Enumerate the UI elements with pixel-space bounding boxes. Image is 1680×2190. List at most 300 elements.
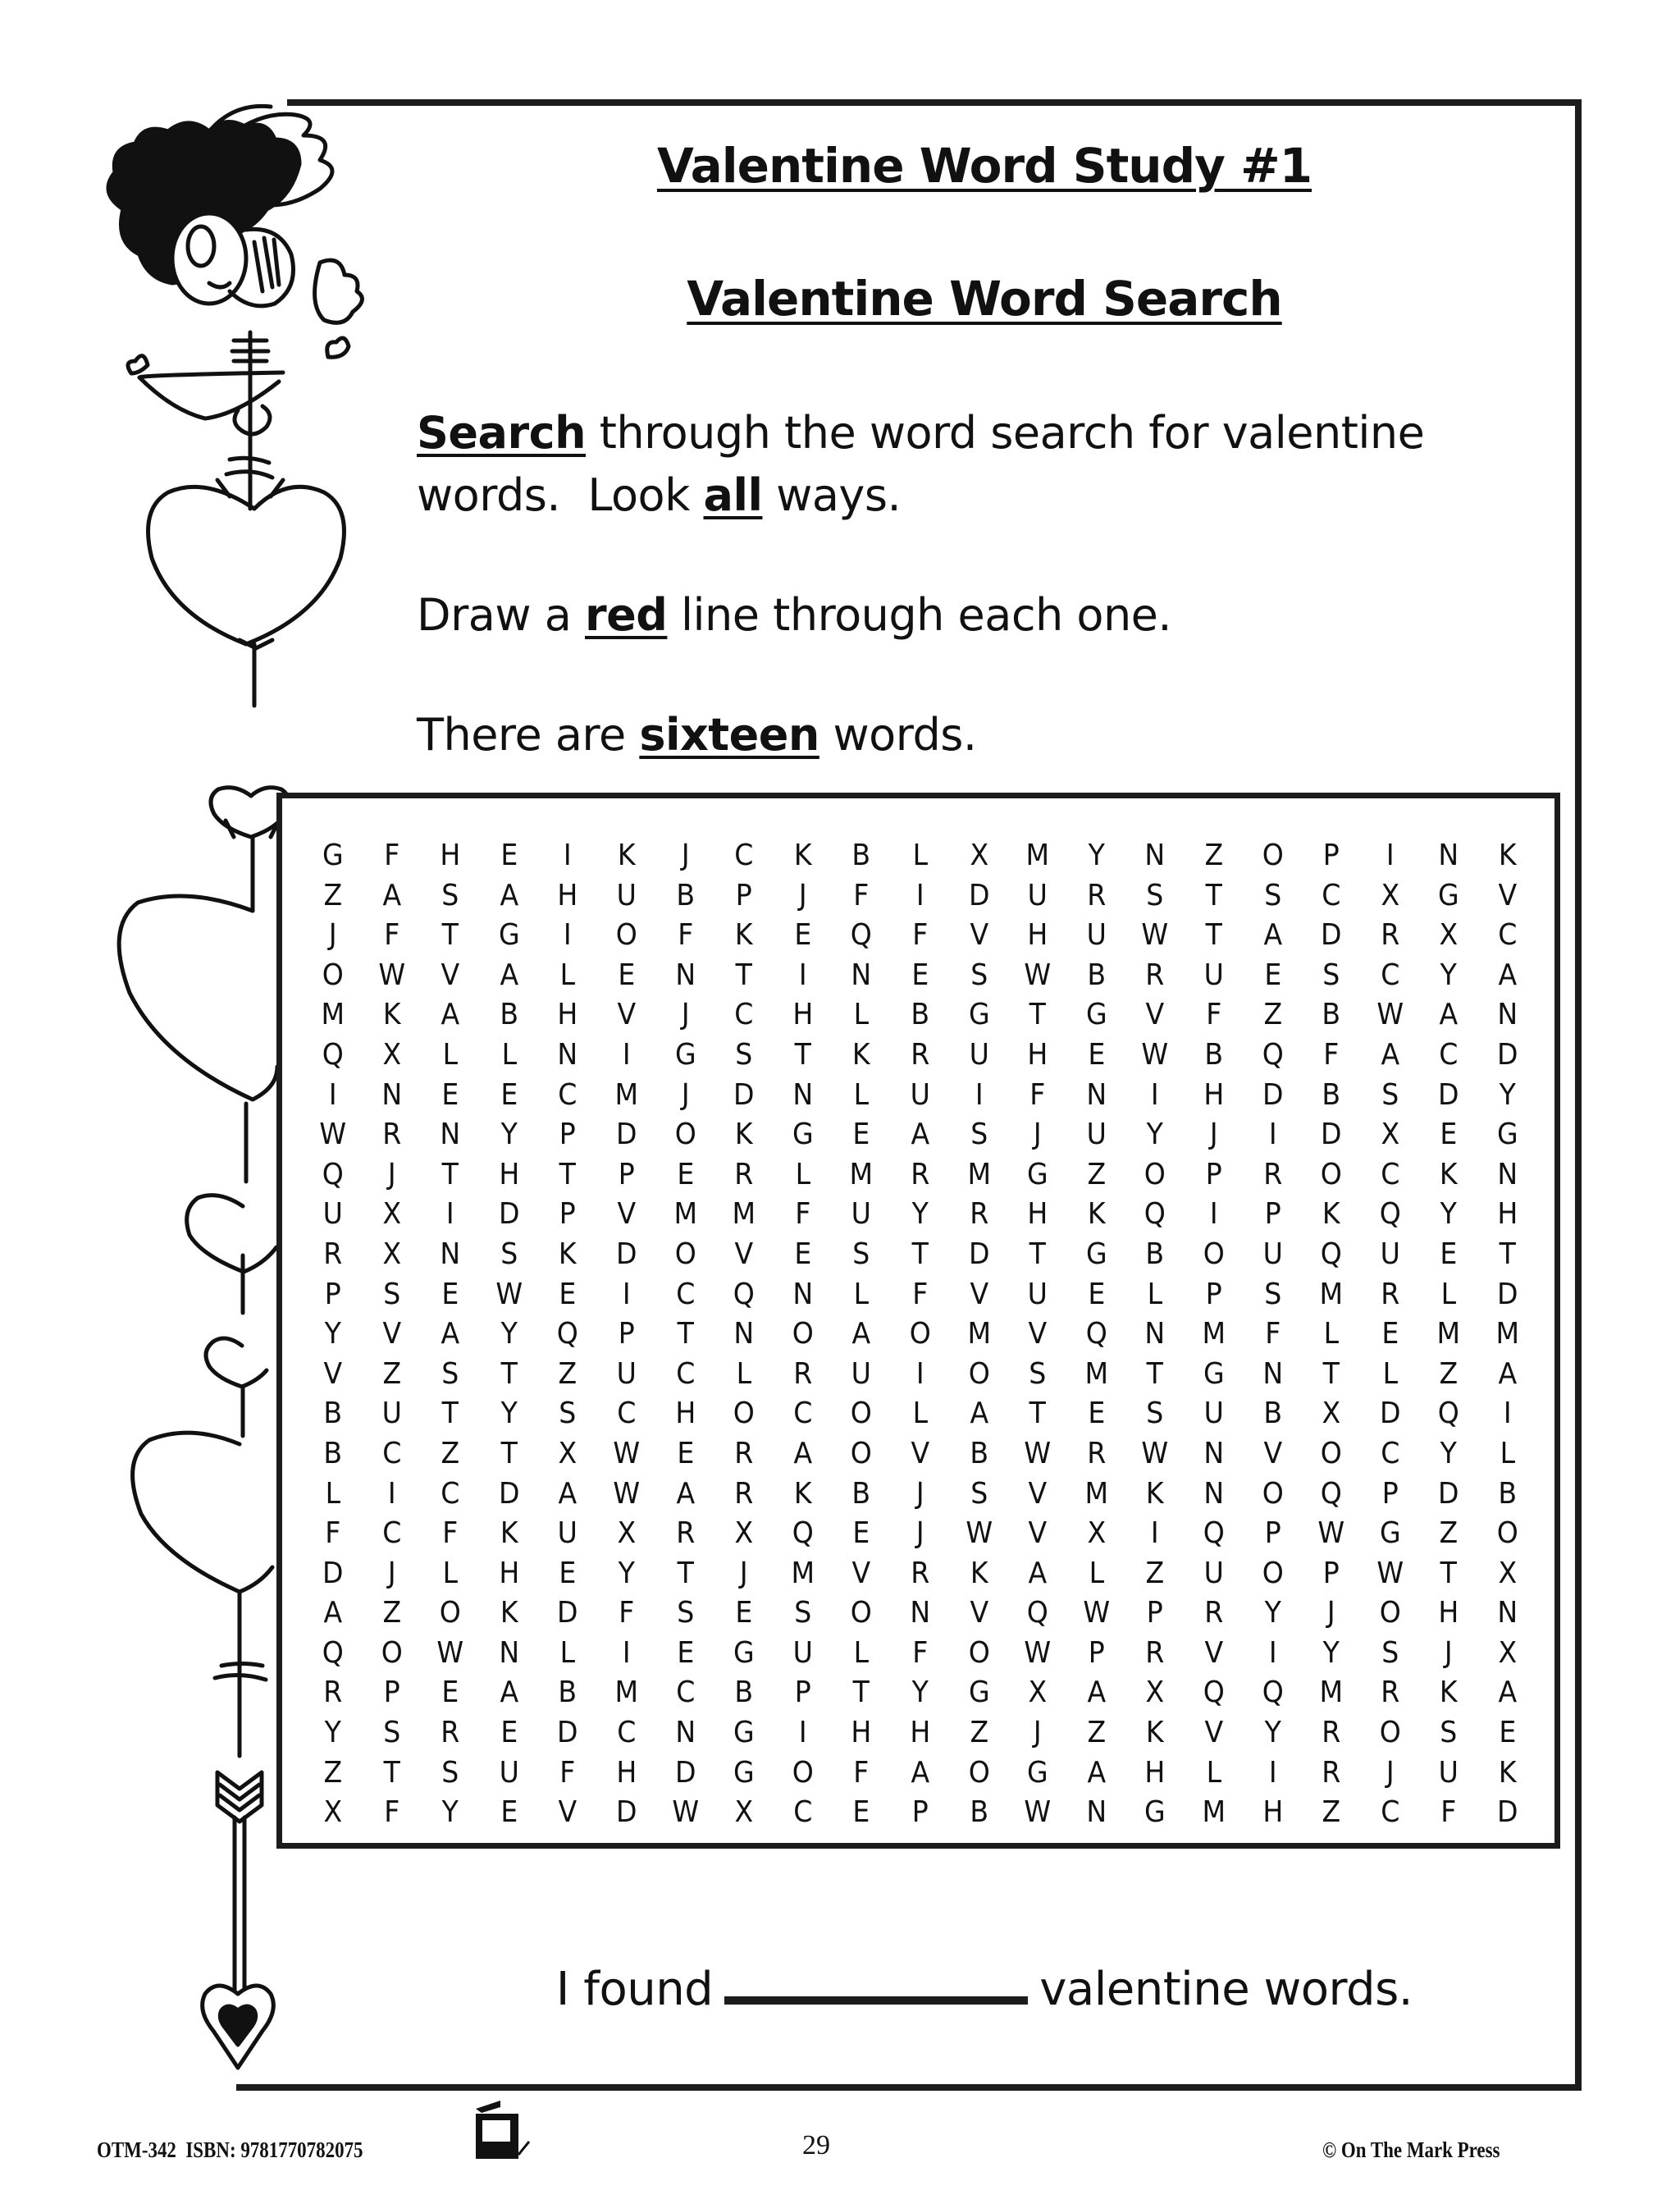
grid-cell[interactable]: N [851,958,872,992]
grid-cell[interactable]: J [1327,1596,1335,1630]
grid-cell[interactable]: A [558,1476,578,1511]
grid-cell[interactable]: S [1381,1077,1399,1112]
grid-cell[interactable]: A [500,958,518,992]
grid-cell[interactable]: T [383,1755,400,1790]
grid-cell[interactable]: B [1322,998,1341,1032]
grid-cell[interactable]: A [1381,1037,1399,1072]
grid-cell[interactable]: W [1024,1635,1052,1670]
grid-cell[interactable]: F [559,1755,576,1790]
grid-cell[interactable]: S [970,1118,988,1152]
grid-cell[interactable]: H [1027,1037,1048,1072]
grid-cell[interactable]: V [734,1237,754,1271]
grid-cell[interactable]: V [1028,1516,1048,1551]
grid-cell[interactable]: C [675,1356,695,1391]
grid-cell[interactable]: W [1024,1795,1052,1830]
grid-cell[interactable]: T [441,1157,459,1191]
grid-cell[interactable]: Y [1088,839,1105,872]
grid-cell[interactable]: T [1205,878,1222,912]
grid-cell[interactable]: J [1386,1755,1395,1790]
grid-cell[interactable]: U [851,1197,872,1232]
grid-cell[interactable]: M [1436,1317,1461,1351]
grid-cell[interactable]: Q [322,1635,344,1670]
grid-cell[interactable]: B [1498,1476,1518,1511]
grid-cell[interactable]: V [1204,1716,1224,1750]
grid-cell[interactable]: Q [1262,1037,1284,1072]
grid-cell[interactable]: Y [1499,1077,1516,1112]
word-search-grid[interactable] [304,836,1536,1833]
grid-cell[interactable]: P [735,878,752,912]
grid-cell[interactable]: M [1319,1277,1344,1311]
grid-cell[interactable]: Y [1264,1716,1281,1750]
grid-cell[interactable]: M [1319,1676,1344,1710]
grid-cell[interactable]: Q [1320,1237,1342,1271]
grid-cell[interactable]: E [500,1716,518,1750]
grid-cell[interactable]: P [324,1277,341,1311]
grid-cell[interactable]: M [321,998,345,1032]
grid-cell[interactable]: F [1264,1317,1281,1351]
grid-cell[interactable]: N [381,1077,402,1112]
grid-cell[interactable]: W [1141,918,1169,953]
grid-cell[interactable]: L [1323,1317,1340,1351]
grid-cell[interactable]: G [1203,1356,1225,1391]
grid-cell[interactable]: Y [1264,1596,1281,1630]
grid-cell[interactable]: H [1027,918,1048,953]
grid-cell[interactable]: Q [1203,1516,1225,1551]
grid-cell[interactable]: A [1028,1556,1048,1590]
grid-cell[interactable]: Q [322,1037,344,1072]
grid-cell[interactable]: Y [1440,1436,1458,1470]
grid-cell[interactable]: V [617,998,637,1032]
grid-cell[interactable]: S [559,1397,577,1431]
grid-cell[interactable]: A [1087,1676,1106,1710]
grid-cell[interactable]: J [1034,1118,1042,1152]
grid-cell[interactable]: U [381,1397,402,1431]
grid-cell[interactable]: G [498,918,520,953]
grid-cell[interactable]: T [559,1157,577,1191]
grid-cell[interactable]: Q [792,1516,814,1551]
grid-cell[interactable]: C [1380,1157,1400,1191]
grid-cell[interactable]: S [382,1716,400,1750]
grid-cell[interactable]: O [1262,1476,1284,1511]
grid-cell[interactable]: A [323,1596,343,1630]
grid-cell[interactable]: H [499,1157,520,1191]
grid-cell[interactable]: E [676,1157,694,1191]
grid-cell[interactable]: A [793,1436,812,1470]
grid-cell[interactable]: Z [323,1755,343,1790]
grid-cell[interactable]: M [1495,1317,1519,1351]
grid-cell[interactable]: L [1440,1277,1457,1311]
grid-cell[interactable]: R [734,1157,754,1191]
grid-cell[interactable]: O [851,1596,873,1630]
grid-cell[interactable]: K [735,1118,753,1152]
grid-cell[interactable]: W [1317,1516,1345,1551]
grid-cell[interactable]: P [1264,1516,1281,1551]
grid-cell[interactable]: X [1498,1635,1518,1670]
grid-cell[interactable]: E [1088,1397,1105,1431]
grid-cell[interactable]: G [1379,1516,1401,1551]
grid-cell[interactable]: F [1323,1037,1340,1072]
grid-cell[interactable]: E [500,839,518,872]
grid-cell[interactable]: F [619,1596,635,1630]
grid-cell[interactable]: D [616,1237,637,1271]
grid-cell[interactable]: O [1320,1157,1342,1191]
grid-cell[interactable]: E [676,1436,694,1470]
grid-cell[interactable]: Y [500,1118,518,1152]
grid-cell[interactable]: A [441,998,460,1032]
grid-cell[interactable]: W [1083,1596,1110,1630]
grid-cell[interactable]: C [558,1077,578,1112]
grid-cell[interactable]: L [853,998,870,1032]
grid-cell[interactable]: X [1322,1397,1341,1431]
grid-cell[interactable]: Q [1085,1317,1107,1351]
grid-cell[interactable]: Q [1262,1676,1284,1710]
grid-cell[interactable]: S [382,1277,400,1311]
grid-cell[interactable]: P [1322,839,1340,872]
grid-cell[interactable]: W [378,958,405,992]
grid-cell[interactable]: U [1262,1237,1283,1271]
grid-cell[interactable]: R [1380,1676,1399,1710]
grid-cell[interactable]: P [911,1795,929,1830]
grid-cell[interactable]: B [851,1476,871,1511]
grid-cell[interactable]: W [671,1795,699,1830]
grid-cell[interactable]: O [909,1317,931,1351]
grid-cell[interactable]: S [1146,1397,1164,1431]
grid-cell[interactable]: B [323,1397,343,1431]
grid-cell[interactable]: F [1029,1077,1046,1112]
grid-cell[interactable]: E [1499,1716,1517,1750]
grid-cell[interactable]: F [795,1197,811,1232]
grid-cell[interactable]: F [912,1635,929,1670]
grid-cell[interactable]: X [1028,1676,1048,1710]
grid-cell[interactable]: K [1322,1197,1340,1232]
grid-cell[interactable]: T [853,1676,870,1710]
grid-cell[interactable]: O [381,1635,403,1670]
grid-cell[interactable]: C [381,1516,401,1551]
grid-cell[interactable]: E [852,1118,870,1152]
grid-cell[interactable]: K [793,1476,812,1511]
grid-cell[interactable]: E [500,1795,518,1830]
grid-cell[interactable]: V [1262,1436,1282,1470]
grid-cell[interactable]: B [911,998,930,1032]
grid-cell[interactable]: E [441,1277,459,1311]
grid-cell[interactable]: J [1034,1716,1042,1750]
grid-cell[interactable]: A [500,1676,518,1710]
grid-cell[interactable]: C [441,1476,460,1511]
grid-cell[interactable]: B [851,839,871,872]
grid-cell[interactable]: K [1498,1755,1517,1790]
grid-cell[interactable]: C [792,1795,813,1830]
grid-cell[interactable]: R [1380,1277,1399,1311]
grid-cell[interactable]: F [1206,998,1222,1032]
grid-cell[interactable]: E [676,1635,694,1670]
grid-cell[interactable]: M [732,1197,756,1232]
grid-cell[interactable]: R [1145,958,1165,992]
grid-cell[interactable]: I [622,1037,631,1072]
grid-cell[interactable]: O [733,1397,755,1431]
grid-cell[interactable]: R [1204,1596,1224,1630]
grid-cell[interactable]: L [1382,1356,1398,1391]
grid-cell[interactable]: L [853,1635,870,1670]
grid-cell[interactable]: V [1145,998,1165,1032]
grid-cell[interactable]: B [969,1436,988,1470]
grid-cell[interactable]: E [1088,1037,1105,1072]
grid-cell[interactable]: L [853,1077,870,1112]
grid-cell[interactable]: S [1263,1277,1281,1311]
grid-cell[interactable]: D [557,1716,578,1750]
grid-cell[interactable]: I [622,1277,631,1311]
grid-cell[interactable]: O [1262,1556,1284,1590]
grid-cell[interactable]: H [616,1755,637,1790]
grid-cell[interactable]: Y [1146,1118,1164,1152]
grid-cell[interactable]: P [618,1157,635,1191]
grid-cell[interactable]: O [1320,1436,1342,1470]
grid-cell[interactable]: L [442,1556,459,1590]
grid-cell[interactable]: E [794,918,812,953]
grid-cell[interactable]: G [1438,878,1459,912]
grid-cell[interactable]: O [792,1317,814,1351]
grid-cell[interactable]: S [970,1476,988,1511]
grid-cell[interactable]: U [499,1755,519,1790]
grid-cell[interactable]: S [1146,878,1164,912]
grid-cell[interactable]: V [911,1436,930,1470]
grid-cell[interactable]: N [1497,1596,1518,1630]
grid-cell[interactable]: V [323,1356,343,1391]
grid-cell[interactable]: L [1500,1436,1515,1470]
grid-cell[interactable]: P [383,1676,400,1710]
grid-cell[interactable]: O [674,1237,696,1271]
grid-cell[interactable]: X [382,1237,401,1271]
grid-cell[interactable]: W [1024,1436,1052,1470]
grid-cell[interactable]: N [792,1077,813,1112]
grid-cell[interactable]: R [1322,1716,1341,1750]
grid-cell[interactable]: E [1440,1237,1458,1271]
grid-cell[interactable]: P [559,1197,577,1232]
grid-cell[interactable]: K [559,1237,578,1271]
grid-cell[interactable]: G [733,1755,755,1790]
grid-cell[interactable]: C [675,1277,695,1311]
grid-cell[interactable]: Z [382,1356,401,1391]
grid-cell[interactable]: Z [323,878,343,912]
grid-cell[interactable]: Q [1144,1197,1166,1232]
grid-cell[interactable]: L [1206,1755,1221,1790]
grid-cell[interactable]: R [323,1676,343,1710]
grid-cell[interactable]: I [328,1077,337,1112]
grid-cell[interactable]: X [734,1516,754,1551]
grid-cell[interactable]: K [1146,1476,1164,1511]
grid-cell[interactable]: I [622,1635,631,1670]
grid-cell[interactable]: Q [1203,1676,1225,1710]
grid-cell[interactable]: U [969,1037,989,1072]
grid-cell[interactable]: A [911,1118,930,1152]
grid-cell[interactable]: D [1438,1077,1459,1112]
grid-cell[interactable]: V [969,1596,988,1630]
grid-cell[interactable]: K [500,1516,518,1551]
grid-cell[interactable]: C [1380,1436,1400,1470]
grid-cell[interactable]: H [1497,1197,1518,1232]
grid-cell[interactable]: H [1203,1077,1225,1112]
grid-cell[interactable]: X [382,1037,401,1072]
grid-cell[interactable]: N [1144,1317,1166,1351]
grid-cell[interactable]: S [970,958,988,992]
grid-cell[interactable]: I [1386,839,1395,872]
grid-cell[interactable]: S [441,1356,459,1391]
grid-cell[interactable]: G [733,1635,755,1670]
grid-cell[interactable]: Z [1087,1157,1106,1191]
grid-cell[interactable]: F [853,878,870,912]
grid-cell[interactable]: K [1146,1716,1164,1750]
grid-cell[interactable]: C [734,998,754,1032]
grid-cell[interactable]: D [1496,1277,1518,1311]
grid-cell[interactable]: N [674,958,696,992]
grid-cell[interactable]: X [1381,1118,1399,1152]
grid-cell[interactable]: U [910,1077,930,1112]
grid-cell[interactable]: W [1376,1556,1404,1590]
grid-cell[interactable]: R [1087,1436,1107,1470]
grid-cell[interactable]: F [383,1795,399,1830]
grid-cell[interactable]: N [557,1037,578,1072]
grid-cell[interactable]: R [1380,918,1399,953]
grid-cell[interactable]: W [436,1635,464,1670]
grid-cell[interactable]: U [1086,918,1107,953]
grid-cell[interactable]: V [617,1197,637,1232]
grid-cell[interactable]: T [1205,918,1222,953]
grid-cell[interactable]: S [441,1755,459,1790]
grid-cell[interactable]: I [1503,1397,1512,1431]
grid-cell[interactable]: J [328,918,337,953]
grid-cell[interactable]: P [1205,1277,1222,1311]
grid-cell[interactable]: R [911,1037,930,1072]
grid-cell[interactable]: O [968,1635,990,1670]
grid-cell[interactable]: Z [1145,1556,1165,1590]
grid-cell[interactable]: B [1087,958,1106,992]
grid-cell[interactable]: X [382,1197,401,1232]
grid-cell[interactable]: P [1088,1635,1105,1670]
grid-cell[interactable]: Y [500,1397,518,1431]
grid-cell[interactable]: Z [1439,1356,1459,1391]
grid-cell[interactable]: P [1381,1476,1399,1511]
grid-cell[interactable]: T [1146,1356,1164,1391]
grid-cell[interactable]: W [319,1118,347,1152]
grid-cell[interactable]: K [500,1596,518,1630]
grid-cell[interactable]: D [498,1197,520,1232]
grid-cell[interactable]: M [849,1157,874,1191]
grid-cell[interactable]: Y [324,1317,341,1351]
grid-cell[interactable]: O [968,1356,990,1391]
grid-cell[interactable]: B [1322,1077,1341,1112]
grid-cell[interactable]: R [911,1556,930,1590]
grid-cell[interactable]: R [1087,878,1107,912]
grid-cell[interactable]: G [792,1118,814,1152]
grid-cell[interactable]: K [735,918,753,953]
grid-cell[interactable]: A [500,878,518,912]
grid-cell[interactable]: W [613,1476,641,1511]
grid-cell[interactable]: S [441,878,459,912]
grid-cell[interactable]: M [1025,839,1050,872]
grid-cell[interactable]: M [967,1157,991,1191]
grid-cell[interactable]: W [613,1436,641,1470]
grid-cell[interactable]: B [323,1436,343,1470]
grid-cell[interactable]: G [968,1676,990,1710]
grid-cell[interactable]: J [740,1556,748,1590]
grid-cell[interactable]: X [1439,918,1459,953]
grid-cell[interactable]: I [1151,1516,1159,1551]
grid-cell[interactable]: M [673,1197,697,1232]
grid-cell[interactable]: S [1263,878,1281,912]
grid-cell[interactable]: J [798,878,807,912]
grid-cell[interactable]: H [792,998,813,1032]
grid-cell[interactable]: Z [1087,1716,1106,1750]
grid-cell[interactable]: Z [1322,1795,1341,1830]
grid-cell[interactable]: K [1440,1676,1458,1710]
grid-cell[interactable]: O [1496,1516,1518,1551]
grid-cell[interactable]: J [681,839,690,872]
grid-cell[interactable]: C [381,1436,401,1470]
grid-cell[interactable]: Q [557,1317,579,1351]
grid-cell[interactable]: P [1264,1197,1281,1232]
grid-cell[interactable]: X [617,1516,637,1551]
grid-cell[interactable]: N [733,1317,755,1351]
grid-cell[interactable]: U [1380,1237,1400,1271]
grid-cell[interactable]: H [557,998,578,1032]
grid-cell[interactable]: G [1144,1795,1166,1830]
grid-cell[interactable]: D [1438,1476,1459,1511]
grid-cell[interactable]: E [1381,1317,1399,1351]
grid-cell[interactable]: V [441,958,460,992]
grid-cell[interactable]: H [499,1556,520,1590]
grid-cell[interactable]: O [851,1436,873,1470]
grid-cell[interactable]: R [734,1476,754,1511]
grid-cell[interactable]: D [733,1077,755,1112]
grid-cell[interactable]: E [911,958,929,992]
grid-cell[interactable]: Y [441,1795,459,1830]
grid-cell[interactable]: I [975,1077,984,1112]
grid-cell[interactable]: U [616,878,637,912]
grid-cell[interactable]: V [851,1556,871,1590]
grid-cell[interactable]: G [1027,1157,1048,1191]
grid-cell[interactable]: U [1027,878,1048,912]
grid-cell[interactable]: Y [1440,1197,1458,1232]
grid-cell[interactable]: J [1209,1118,1218,1152]
grid-cell[interactable]: G [968,998,990,1032]
grid-cell[interactable]: R [734,1436,754,1470]
grid-cell[interactable]: I [915,1356,924,1391]
grid-cell[interactable]: I [387,1476,396,1511]
grid-cell[interactable]: T [1029,1397,1047,1431]
grid-cell[interactable]: K [793,839,812,872]
grid-cell[interactable]: Q [1320,1476,1342,1511]
grid-cell[interactable]: T [677,1317,694,1351]
grid-cell[interactable]: E [441,1676,459,1710]
grid-cell[interactable]: Z [969,1716,988,1750]
grid-cell[interactable]: H [1027,1197,1048,1232]
grid-cell[interactable]: C [617,1716,637,1750]
grid-cell[interactable]: C [734,839,754,872]
grid-cell[interactable]: R [969,1197,988,1232]
grid-cell[interactable]: C [1498,918,1518,953]
grid-cell[interactable]: S [1029,1356,1047,1391]
grid-cell[interactable]: J [387,1556,396,1590]
grid-cell[interactable]: J [915,1476,924,1511]
grid-cell[interactable]: M [1202,1317,1226,1351]
grid-cell[interactable]: K [1440,1157,1458,1191]
grid-cell[interactable]: N [1203,1436,1225,1470]
grid-cell[interactable]: T [441,918,459,953]
grid-cell[interactable]: E [1088,1277,1105,1311]
grid-cell[interactable]: G [733,1716,755,1750]
grid-cell[interactable]: T [735,958,753,992]
grid-cell[interactable]: R [1322,1755,1341,1790]
grid-cell[interactable]: T [1499,1237,1516,1271]
